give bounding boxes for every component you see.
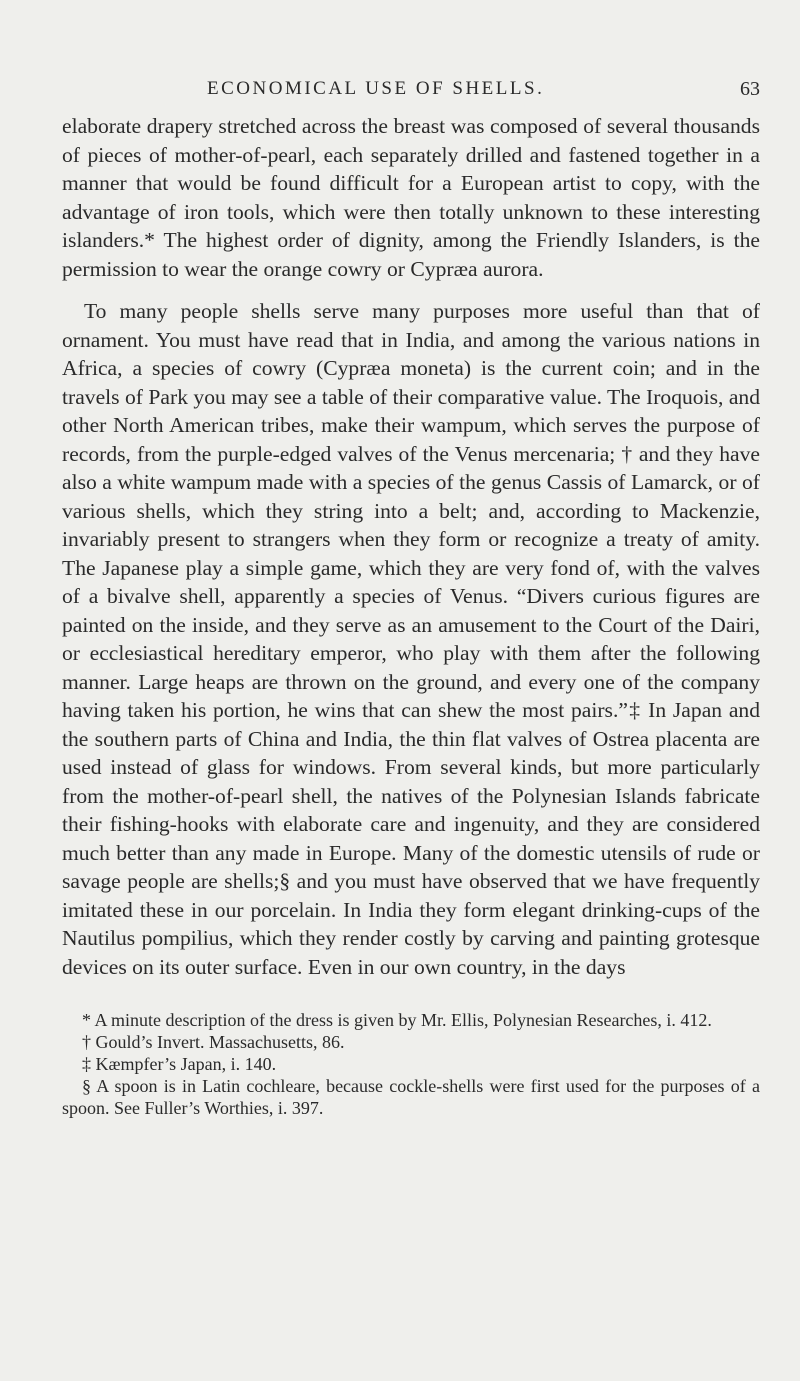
footnote-kaempfer: ‡ Kæmpfer’s Japan, i. 140.	[82, 1054, 277, 1074]
running-head-title: ECONOMICAL USE OF SHELLS.	[207, 78, 545, 99]
footnote-spoon: § A spoon is in Latin cochleare, because cockle-shells were first used for the purposes of a spoon. See Fuller’s Worthies, i. 397.	[62, 1076, 760, 1118]
footnotes	[62, 1009, 760, 1119]
running-head	[62, 78, 760, 112]
footnote-ellis: * A minute description of the dress is given by Mr. Ellis, Polynesian Researches, i. 412.	[82, 1010, 712, 1030]
footnote-gould: † Gould’s Invert. Massachusetts, 86.	[82, 1032, 345, 1052]
paragraph-continued: elaborate drapery stretched across the breast was composed of several thousands of pieces of mother-of-pearl, each separately drilled and fastened together in a manner that would be found difficult for a European artist to copy, with the advantage of iron tools, which were then totally unknown to these interesting islanders.* The highest order of dignity, among the Friendly Islanders, is the permission to wear the orange cowry or Cypræa aurora.	[62, 114, 760, 281]
page-number: 63	[740, 78, 760, 100]
page-content	[62, 78, 760, 1119]
body-text	[62, 112, 760, 981]
paragraph-uses-of-shells: To many people shells serve many purposes more useful than that of ornament. You must have read that in India, and among the various nations in Africa, a species of cowry (Cypræa moneta) is the current coin; and in the travels of Park you may see a table of their comparative value. The Iroquois, and other North American tribes, make their wampum, which serves the purpose of records, from the purple-edged valves of the Venus mercenaria; † and they have also a white wampum made with a species of the genus Cassis of Lamarck, or of various shells, which they string into a belt; and, according to Mackenzie, invariably present to strangers when they form or recognize a treaty of amity. The Japanese play a simple game, which they are very fond of, with the valves of a bivalve shell, apparently a species of Venus. “Divers curious figures are painted on the inside, and they serve as an amusement to the Court of the Dairi, or ecclesiastical hereditary emperor, who play with them after the following manner. Large heaps are thrown on the ground, and every one of the company having taken his portion, he wins that can shew the most pairs.”‡ In Japan and the southern parts of China and India, the thin flat valves of Ostrea placenta are used instead of glass for windows. From several kinds, but more particularly from the mother-of-pearl shell, the natives of the Polynesian Islands fabricate their fishing-hooks with elaborate care and ingenuity, and they are considered much better than any made in Europe. Many of the domestic utensils of rude or savage people are shells;§ and you must have observed that we have frequently imitated these in our porcelain. In India they form elegant drinking-cups of the Nautilus pompilius, which they render costly by carving and painting grotesque devices on its outer surface. Even in our own country, in the days	[62, 299, 760, 979]
